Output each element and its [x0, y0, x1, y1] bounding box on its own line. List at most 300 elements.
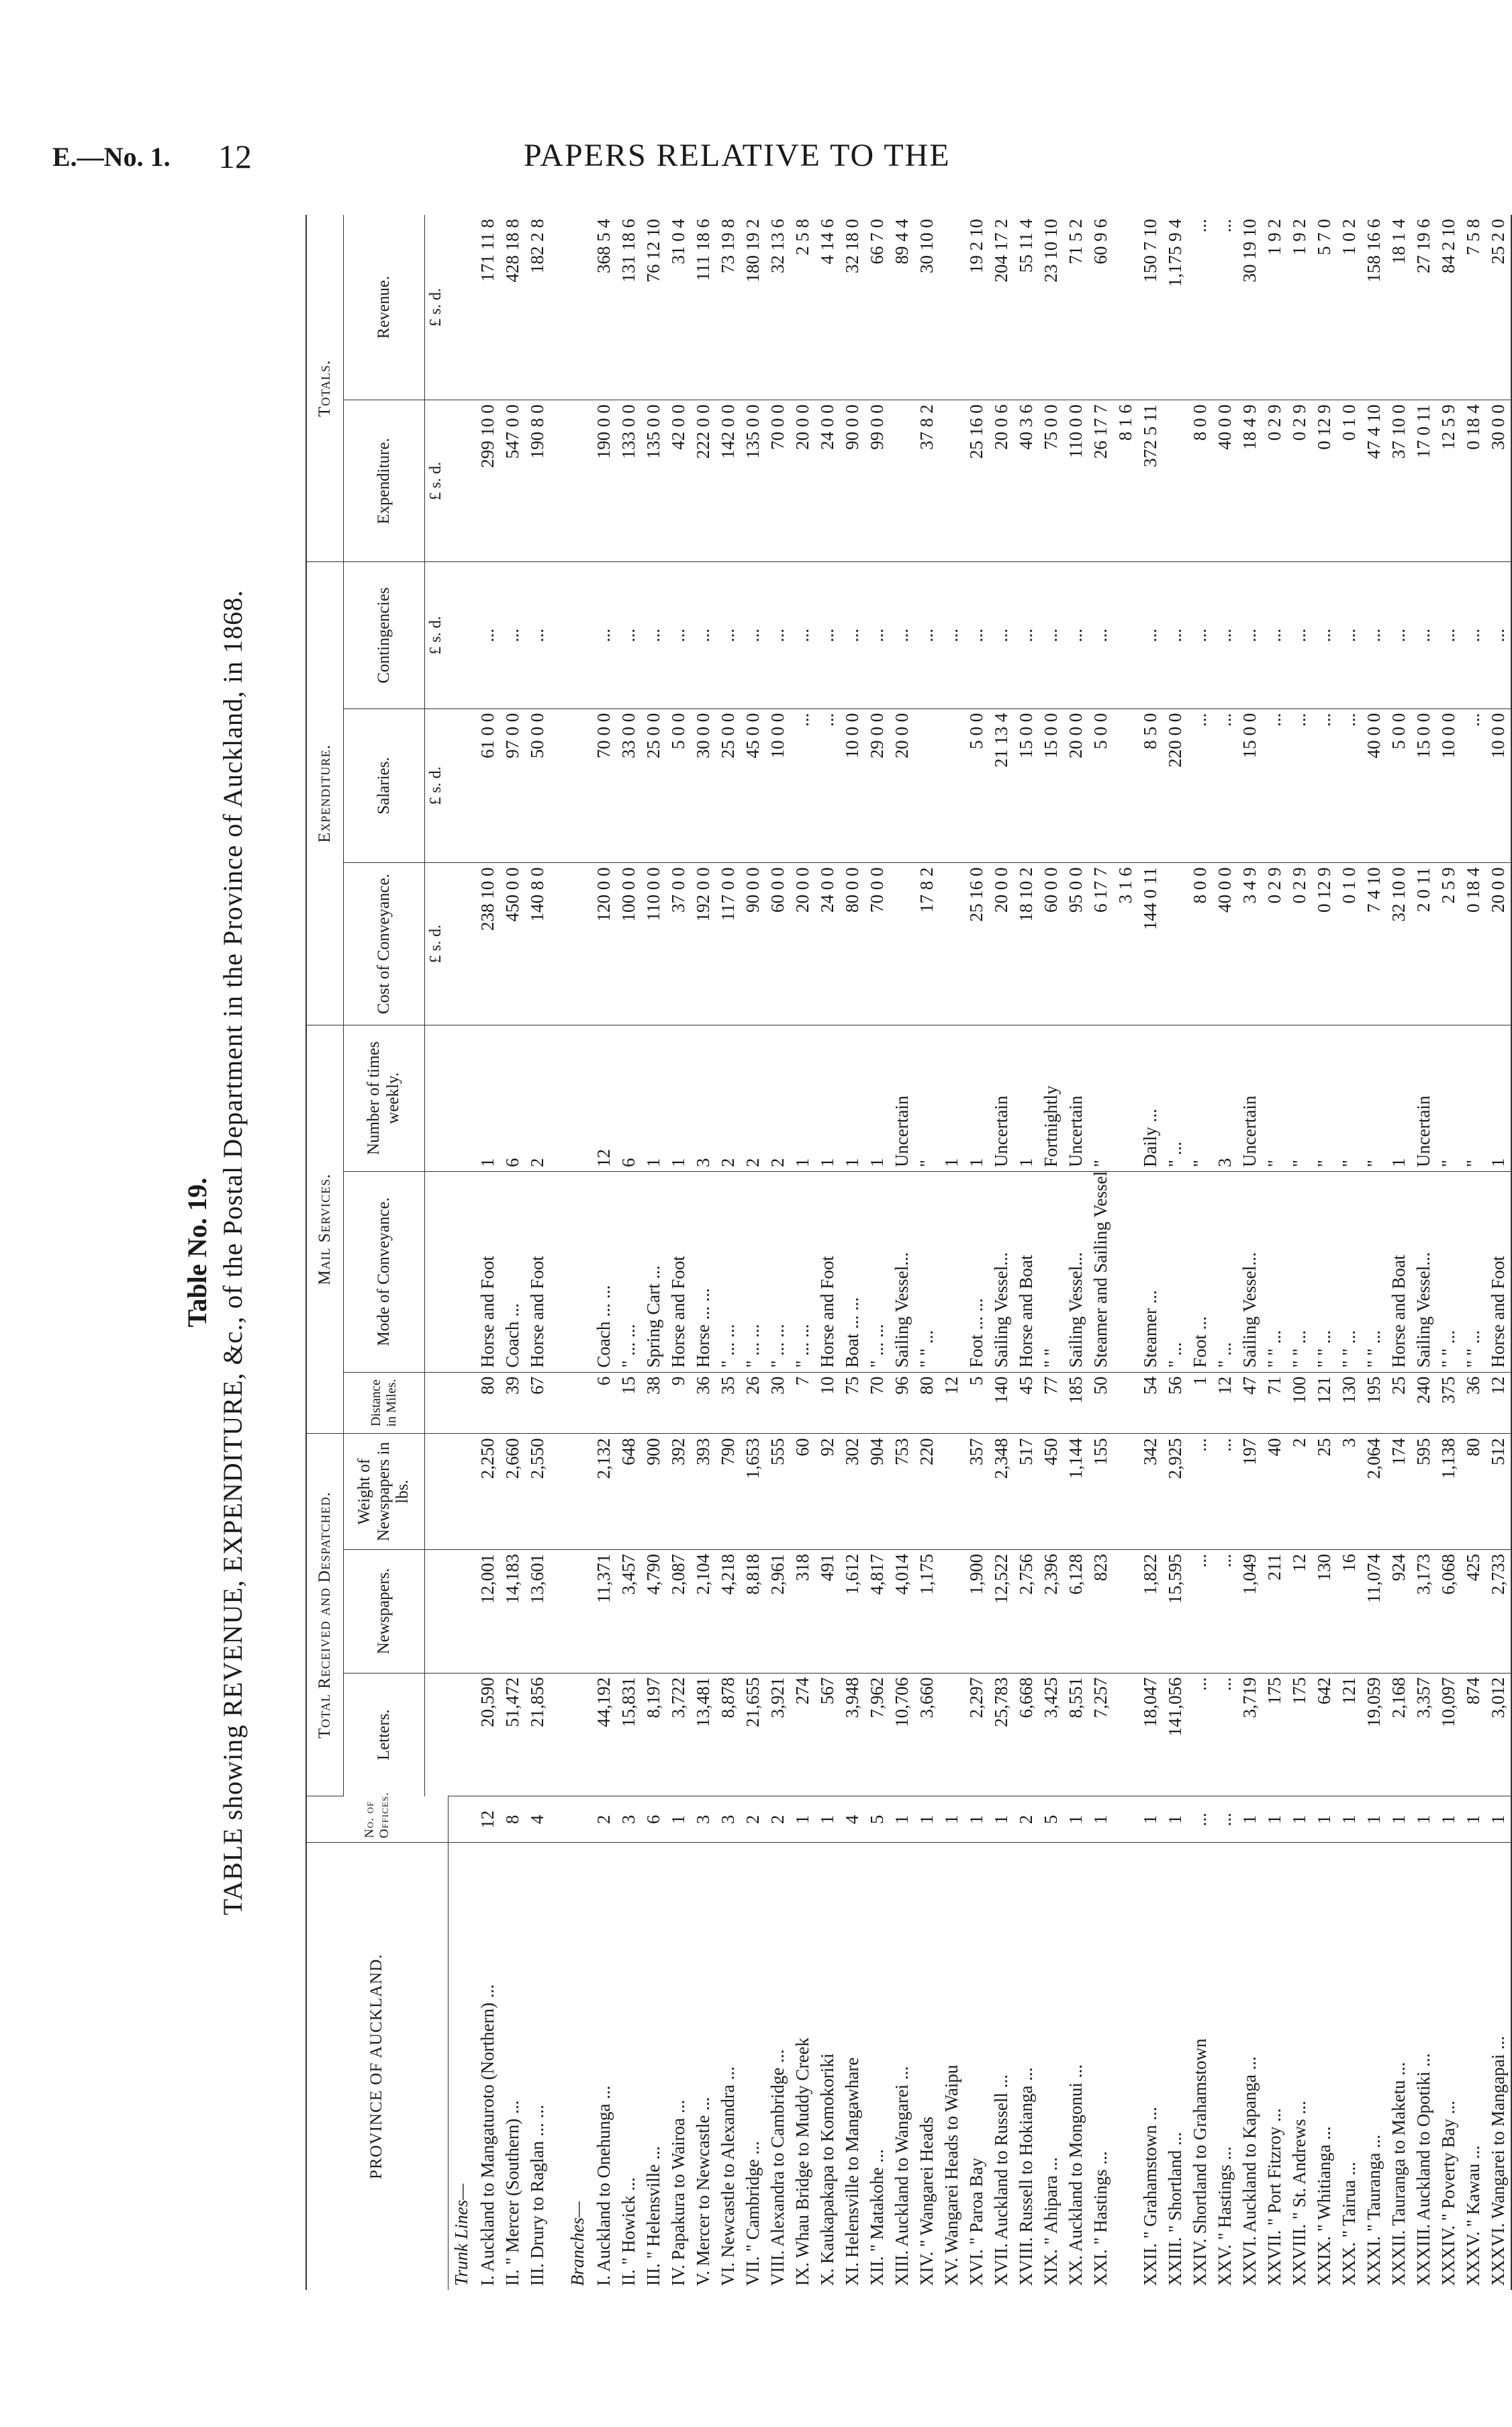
cell-mode: " ... ...	[616, 1171, 641, 1372]
cell-mode: " "	[1039, 1171, 1064, 1372]
cell-dist: 56	[1163, 1372, 1188, 1434]
cell-cost: 20 0 0	[1486, 863, 1511, 1025]
cell-news: 12,001	[475, 1549, 500, 1673]
cell-name: XIV. " Wangarei Heads	[916, 2116, 937, 2286]
cell-news: 211	[1262, 1549, 1287, 1673]
cell-cost: 450 0 0	[500, 863, 525, 1025]
cell-let: 175	[1262, 1673, 1287, 1796]
cell-let: 274	[790, 1673, 815, 1796]
cell-off: 8	[500, 1796, 525, 1843]
cell-off: 2	[765, 1796, 790, 1843]
cell-news: 3,173	[1411, 1549, 1436, 1673]
cell-wt: 2,132	[592, 1434, 616, 1549]
cell-dist: 7	[790, 1372, 815, 1434]
cell-off: 1	[1362, 1796, 1386, 1843]
cell-name: X. Kaukapakapa to Komokoriki	[816, 2053, 837, 2286]
table-row	[1237, 215, 1262, 2290]
cell-sal: 30 0 0	[691, 708, 716, 863]
cell-times: 3	[691, 1025, 716, 1171]
cell-off: 12	[475, 1796, 500, 1843]
cell-news: 1,175	[914, 1549, 939, 1673]
cell-off: 1	[1411, 1796, 1436, 1843]
cell-times: 12	[592, 1025, 616, 1171]
cell-cost: 110 0 0	[641, 863, 666, 1025]
cell-cost: 3 1 6	[1113, 863, 1138, 1025]
table-row	[691, 215, 716, 2290]
totals-received-group: Total Received and Despatched.	[306, 1434, 344, 1796]
cell-exp: 99 0 0	[865, 400, 890, 562]
cell-off: 4	[840, 1796, 865, 1843]
cell-rev: 428 18 8	[500, 215, 525, 400]
cell-let: 3,722	[666, 1673, 691, 1796]
cell-exp: 30 0 0	[1486, 400, 1511, 562]
cell-let: 8,197	[641, 1673, 666, 1796]
cell-dist: 10	[815, 1372, 840, 1434]
cell-mode: Sailing Vessel...	[1411, 1171, 1436, 1372]
cell-mode: Horse ... ...	[691, 1171, 716, 1372]
cell-dist: 240	[1411, 1372, 1436, 1434]
cell-dist: 12	[1213, 1372, 1237, 1434]
cell-off: 1	[1237, 1796, 1262, 1843]
cell-dist: 54	[1138, 1372, 1163, 1434]
cell-sal: 29 0 0	[865, 708, 890, 863]
cell-let: 21,856	[525, 1673, 550, 1796]
totals-group: Totals.	[306, 215, 344, 562]
cell-cont: ...	[939, 562, 964, 708]
cell-cost: 192 0 0	[691, 863, 716, 1025]
cell-mode: " " ...	[1312, 1171, 1337, 1372]
cell-sal: 20 0 0	[890, 708, 914, 863]
cell-times: 2	[741, 1025, 765, 1171]
cell-times: 1	[475, 1025, 500, 1171]
cell-times: 1	[1486, 1025, 1511, 1171]
cell-off: 5	[865, 1796, 890, 1843]
cell-let: 3,012	[1486, 1673, 1511, 1796]
table-row	[914, 215, 939, 2290]
cell-let: 121	[1337, 1673, 1362, 1796]
cell-dist: 100	[1287, 1372, 1312, 1434]
cell-rev: 131 18 6	[616, 215, 641, 400]
document-code: E.—No. 1.	[52, 142, 171, 172]
cell-mode: Sailing Vessel...	[1237, 1171, 1262, 1372]
cell-exp: 0 2 9	[1287, 400, 1312, 562]
table-row	[939, 215, 964, 2290]
cell-wt: 2,550	[525, 1434, 550, 1549]
cell-news: 11,371	[592, 1549, 616, 1673]
cell-name: XXXIII. Auckland to Opotiki ...	[1413, 2053, 1433, 2286]
cell-cost: 60 0 0	[765, 863, 790, 1025]
cell-exp: 547 0 0	[500, 400, 525, 562]
cell-wt: 357	[964, 1434, 989, 1549]
table-row	[840, 215, 865, 2290]
cell-sal: 5 0 0	[964, 708, 989, 863]
cell-off: 4	[525, 1796, 550, 1843]
cell-name: XXIII. " Shortland ...	[1164, 2132, 1185, 2286]
cell-sal: ...	[1287, 708, 1312, 863]
table-row	[1312, 215, 1337, 2290]
cell-news: 6,068	[1436, 1549, 1461, 1673]
cell-name: XVIII. Russell to Hokianga ...	[1015, 2067, 1036, 2286]
section-label-branches: Branches—	[567, 2201, 587, 2286]
cell-sal: 10 0 0	[765, 708, 790, 863]
cell-off: 1	[1262, 1796, 1287, 1843]
cell-times: "	[1287, 1025, 1312, 1171]
revenue-header: Revenue.	[344, 215, 425, 400]
cell-off: 1	[1337, 1796, 1362, 1843]
cell-times	[1113, 1025, 1138, 1171]
cell-times: 6	[616, 1025, 641, 1171]
cell-exp: 190 8 0	[525, 400, 550, 562]
cell-let: 19,059	[1362, 1673, 1386, 1796]
cell-times: "	[1088, 1025, 1113, 1171]
cell-exp: 142 0 0	[716, 400, 741, 562]
cell-name: III. Drury to Raglan ... ...	[526, 2105, 547, 2286]
cell-times: Daily ...	[1138, 1025, 1163, 1171]
cell-dist: 140	[989, 1372, 1014, 1434]
distance-header: Distance in Miles.	[344, 1372, 425, 1434]
cell-let: 25,783	[989, 1673, 1014, 1796]
cell-name: IX. Whau Bridge to Muddy Creek	[792, 2037, 812, 2286]
cell-sal: 10 0 0	[1486, 708, 1511, 863]
cell-rev: 60 9 6	[1088, 215, 1113, 400]
cell-wt: 595	[1411, 1434, 1436, 1549]
cell-let: ...	[1213, 1673, 1237, 1796]
cell-cost: 80 0 0	[840, 863, 865, 1025]
cell-rev: 55 11 4	[1014, 215, 1039, 400]
cell-times: "	[1262, 1025, 1287, 1171]
cell-news: 14,183	[500, 1549, 525, 1673]
cell-rev: 1 9 2	[1287, 215, 1312, 400]
cell-cost	[1163, 863, 1188, 1025]
cell-rev: 1,175 9 4	[1163, 215, 1188, 400]
cell-exp: 0 1 0	[1337, 400, 1362, 562]
cell-wt: 40	[1262, 1434, 1287, 1549]
cell-off: 2	[741, 1796, 765, 1843]
cell-let: 20,590	[475, 1673, 500, 1796]
cell-name: IV. Papakura to Wairoa ...	[667, 2099, 688, 2286]
cell-dist: 12	[1486, 1372, 1511, 1434]
cell-sal: 10 0 0	[840, 708, 865, 863]
cell-dist: 12	[939, 1372, 964, 1434]
cell-wt: 174	[1386, 1434, 1411, 1549]
table-row	[716, 215, 741, 2290]
province-header: PROVINCE OF AUCKLAND.	[306, 1843, 448, 2290]
cell-exp: 135 0 0	[641, 400, 666, 562]
cell-mode: " ... ...	[716, 1171, 741, 1372]
cell-times: 1	[790, 1025, 815, 1171]
cell-name: XXXV. " Kawau ...	[1462, 2145, 1483, 2286]
cell-cost: 17 8 2	[914, 863, 939, 1025]
cell-name: XXXVI. Wangarei to Mangapai ...	[1486, 1843, 1511, 2290]
cell-name: XII. " Matakohe ...	[866, 2149, 887, 2286]
cell-cont: ...	[964, 562, 989, 708]
cell-news: 12,522	[989, 1549, 1014, 1673]
cell-exp: 40 3 6	[1014, 400, 1039, 562]
cell-dist: 15	[616, 1372, 641, 1434]
cell-cost: 40 0 0	[1213, 863, 1237, 1025]
cell-rev: 25 2 0	[1486, 215, 1511, 400]
cell-dist: 121	[1312, 1372, 1337, 1434]
cell-news: ...	[1213, 1549, 1237, 1673]
cell-dist: 77	[1039, 1372, 1064, 1434]
cell-news: 2,756	[1014, 1549, 1039, 1673]
table-row	[666, 215, 691, 2290]
cell-cost: 3 4 9	[1237, 863, 1262, 1025]
cell-let: 567	[815, 1673, 840, 1796]
cell-cont: ...	[1064, 562, 1088, 708]
cell-wt: 60	[790, 1434, 815, 1549]
cell-cont: ...	[790, 562, 815, 708]
cell-exp: 0 18 4	[1461, 400, 1486, 562]
cell-dist: 96	[890, 1372, 914, 1434]
cell-exp: 133 0 0	[616, 400, 641, 562]
cell-name: XXXI. " Tauranga ...	[1363, 2134, 1384, 2286]
cell-name: XXV. " Hastings ...	[1214, 2146, 1235, 2286]
cell-mode: Horse and Boat	[1386, 1171, 1411, 1372]
cell-wt: 342	[1138, 1434, 1163, 1549]
cell-exp: 17 0 11	[1411, 400, 1436, 562]
cell-sal: ...	[1213, 708, 1237, 863]
cell-off: ...	[1213, 1796, 1237, 1843]
cell-times: Uncertain	[1237, 1025, 1262, 1171]
cell-wt: 450	[1039, 1434, 1064, 1549]
cell-wt: 1,138	[1436, 1434, 1461, 1549]
page-header	[0, 134, 1483, 181]
cell-let: 3,357	[1411, 1673, 1436, 1796]
cell-name: XVI. " Paroa Bay	[965, 2158, 986, 2286]
cell-mode: Boat ... ...	[840, 1171, 865, 1372]
weight-header: Weight of Newspapers in lbs.	[344, 1434, 425, 1549]
cell-let	[939, 1673, 964, 1796]
rotated-table-area	[181, 215, 1508, 2290]
cell-name: II. " Mercer (Southern) ...	[502, 2100, 522, 2286]
cell-exp: 135 0 0	[741, 400, 765, 562]
cell-rev: 30 10 0	[914, 215, 939, 400]
unit-revenue: £ s. d.	[425, 215, 448, 400]
cell-news: 6,128	[1064, 1549, 1088, 1673]
cell-sal: 15 0 0	[1411, 708, 1436, 863]
cell-dist: 36	[691, 1372, 716, 1434]
cell-off: 2	[592, 1796, 616, 1843]
cell-off: 1	[1088, 1796, 1113, 1843]
cell-wt: 2,348	[989, 1434, 1014, 1549]
cell-rev: 4 14 6	[815, 215, 840, 400]
cell-sal: ...	[815, 708, 840, 863]
times-header: Number of times weekly.	[344, 1025, 425, 1171]
cell-exp	[890, 400, 914, 562]
cell-times: "	[1312, 1025, 1337, 1171]
cell-wt: 517	[1014, 1434, 1039, 1549]
cell-times: 1	[964, 1025, 989, 1171]
cell-cost: 2 5 9	[1436, 863, 1461, 1025]
cell-sal: 97 0 0	[500, 708, 525, 863]
cell-let: 7,962	[865, 1673, 890, 1796]
table-row	[815, 215, 840, 2290]
table-row	[1411, 215, 1436, 2290]
table-row	[765, 215, 790, 2290]
cell-cost: 24 0 0	[815, 863, 840, 1025]
cell-off: 3	[691, 1796, 716, 1843]
cell-cont: ...	[1188, 562, 1213, 708]
cell-news: 2,087	[666, 1549, 691, 1673]
cell-let: 6,668	[1014, 1673, 1039, 1796]
cell-dist: 38	[641, 1372, 666, 1434]
cell-off	[1113, 1796, 1138, 1843]
cell-news: ...	[1188, 1549, 1213, 1673]
cell-name: VI. Newcastle to Alexandra ...	[717, 2066, 738, 2286]
cell-mode: Sailing Vessel...	[1064, 1171, 1088, 1372]
cell-mode: Horse and Foot	[525, 1171, 550, 1372]
cell-wt: 25	[1312, 1434, 1337, 1549]
cell-news: 4,014	[890, 1549, 914, 1673]
cell-rev: 76 12 10	[641, 215, 666, 400]
cell-name: XXX. " Tairua ...	[1338, 2162, 1359, 2286]
cell-name: I. Auckland to Mangaturoto (Northern) ...	[477, 1984, 498, 2286]
cell-news: 2,104	[691, 1549, 716, 1673]
cell-mode: Horse and Foot	[475, 1171, 500, 1372]
cell-cost: 90 0 0	[741, 863, 765, 1025]
cell-news: 11,074	[1362, 1549, 1386, 1673]
cell-mode: Sailing Vessel...	[989, 1171, 1014, 1372]
cell-wt: 393	[691, 1434, 716, 1549]
cell-wt: 80	[1461, 1434, 1486, 1549]
table-row	[1014, 215, 1039, 2290]
table-row	[1138, 215, 1163, 2290]
contingencies-header: Contingencies	[344, 562, 425, 708]
cell-exp: 8 0 0	[1188, 400, 1213, 562]
cell-mode: " ...	[1163, 1171, 1188, 1372]
cell-rev: 71 5 2	[1064, 215, 1088, 400]
table-row	[1262, 215, 1287, 2290]
cell-cost: 7 4 10	[1362, 863, 1386, 1025]
cell-name: XXVIII. " St. Andrews ...	[1288, 2101, 1309, 2286]
cell-times: "	[914, 1025, 939, 1171]
cell-cont: ...	[641, 562, 666, 708]
cell-cont: ...	[1436, 562, 1461, 708]
cell-sal: 5 0 0	[666, 708, 691, 863]
cell-wt: 2,660	[500, 1434, 525, 1549]
cell-rev: 32 13 6	[765, 215, 790, 400]
cell-times: 1	[641, 1025, 666, 1171]
cell-name: VIII. Alexandra to Cambridge ...	[767, 2049, 788, 2286]
cell-news: 13,601	[525, 1549, 550, 1673]
cell-rev: 73 19 8	[716, 215, 741, 400]
cell-sal: 50 0 0	[525, 708, 550, 863]
cell-let: 8,551	[1064, 1673, 1088, 1796]
cell-cont: ...	[1014, 562, 1039, 708]
cell-times: 1	[1014, 1025, 1039, 1171]
cell-rev: ...	[1188, 215, 1213, 400]
cell-name: XIII. Auckland to Wangarei ...	[891, 2066, 912, 2286]
cell-let: 874	[1461, 1673, 1486, 1796]
cell-rev: 7 5 8	[1461, 215, 1486, 400]
table-row	[1213, 215, 1237, 2290]
cell-exp	[1163, 400, 1188, 562]
cell-dist: 9	[666, 1372, 691, 1434]
cell-let	[1113, 1673, 1138, 1796]
cell-cont: ...	[989, 562, 1014, 708]
cell-sal: 45 0 0	[741, 708, 765, 863]
cell-off: 1	[1163, 1796, 1188, 1843]
cell-dist: 47	[1237, 1372, 1262, 1434]
cell-wt: 753	[890, 1434, 914, 1549]
cell-cost: 60 0 0	[1039, 863, 1064, 1025]
cell-rev: 23 10 10	[1039, 215, 1064, 400]
cell-news	[939, 1549, 964, 1673]
cell-cost: 32 10 0	[1386, 863, 1411, 1025]
cell-rev: 27 19 6	[1411, 215, 1436, 400]
cell-sal: 8 5 0	[1138, 708, 1163, 863]
cell-news: 1,612	[840, 1549, 865, 1673]
cell-cost: 8 0 0	[1188, 863, 1213, 1025]
cell-news: 16	[1337, 1549, 1362, 1673]
cell-news: 3,457	[616, 1549, 641, 1673]
cell-off: 1	[1138, 1796, 1163, 1843]
table-number: Table No. 19.	[182, 1177, 212, 1328]
cell-wt	[1113, 1434, 1138, 1549]
cell-times: "	[1337, 1025, 1362, 1171]
cell-rev: 1 0 2	[1337, 215, 1362, 400]
cell-wt: 904	[865, 1434, 890, 1549]
cell-dist: 36	[1461, 1372, 1486, 1434]
cell-wt: 3	[1337, 1434, 1362, 1549]
cell-news: 2,733	[1486, 1549, 1511, 1673]
table-row	[1287, 215, 1312, 2290]
cell-name: I. Auckland to Onehunga ...	[593, 2085, 614, 2286]
cell-exp: 37 8 2	[914, 400, 939, 562]
cell-sal: 70 0 0	[592, 708, 616, 863]
cell-let: 51,472	[500, 1673, 525, 1796]
cell-off: 1	[790, 1796, 815, 1843]
mode-header: Mode of Conveyance.	[344, 1171, 425, 1372]
cell-rev	[939, 215, 964, 400]
cell-rev: 31 0 4	[666, 215, 691, 400]
cell-let: 10,706	[890, 1673, 914, 1796]
cell-off: 1	[1461, 1796, 1486, 1843]
cell-mode: " " ...	[914, 1171, 939, 1372]
cell-mode: Sailing Vessel...	[890, 1171, 914, 1372]
cell-exp: 20 0 0	[790, 400, 815, 562]
cell-rev: 158 16 6	[1362, 215, 1386, 400]
cell-name: XXII. " Grahamstown ...	[1139, 2107, 1160, 2286]
cell-sal: ...	[1461, 708, 1486, 863]
salaries-header: Salaries.	[344, 708, 425, 863]
cell-exp: 70 0 0	[765, 400, 790, 562]
cell-cont: ...	[741, 562, 765, 708]
cell-rev: 204 17 2	[989, 215, 1014, 400]
cell-exp: 222 0 0	[691, 400, 716, 562]
cell-times: 2	[716, 1025, 741, 1171]
cell-cont: ...	[1039, 562, 1064, 708]
table-row	[592, 215, 616, 2290]
cell-let: 3,719	[1237, 1673, 1262, 1796]
cell-off: 1	[666, 1796, 691, 1843]
cell-mode: Steamer ...	[1138, 1171, 1163, 1372]
cell-mode: " ... ...	[865, 1171, 890, 1372]
cell-cont: ...	[1262, 562, 1287, 708]
cell-news: 2,396	[1039, 1549, 1064, 1673]
cell-wt: 155	[1088, 1434, 1113, 1549]
cell-mode: Horse and Foot	[666, 1171, 691, 1372]
cell-exp: 110 0 0	[1064, 400, 1088, 562]
table-row	[1188, 215, 1213, 2290]
cell-dist: 75	[840, 1372, 865, 1434]
cell-times: 1	[666, 1025, 691, 1171]
cell-off: ...	[1188, 1796, 1213, 1843]
cell-mode: " " ...	[1362, 1171, 1386, 1372]
cell-dist: 195	[1362, 1372, 1386, 1434]
table-row	[475, 215, 500, 2290]
